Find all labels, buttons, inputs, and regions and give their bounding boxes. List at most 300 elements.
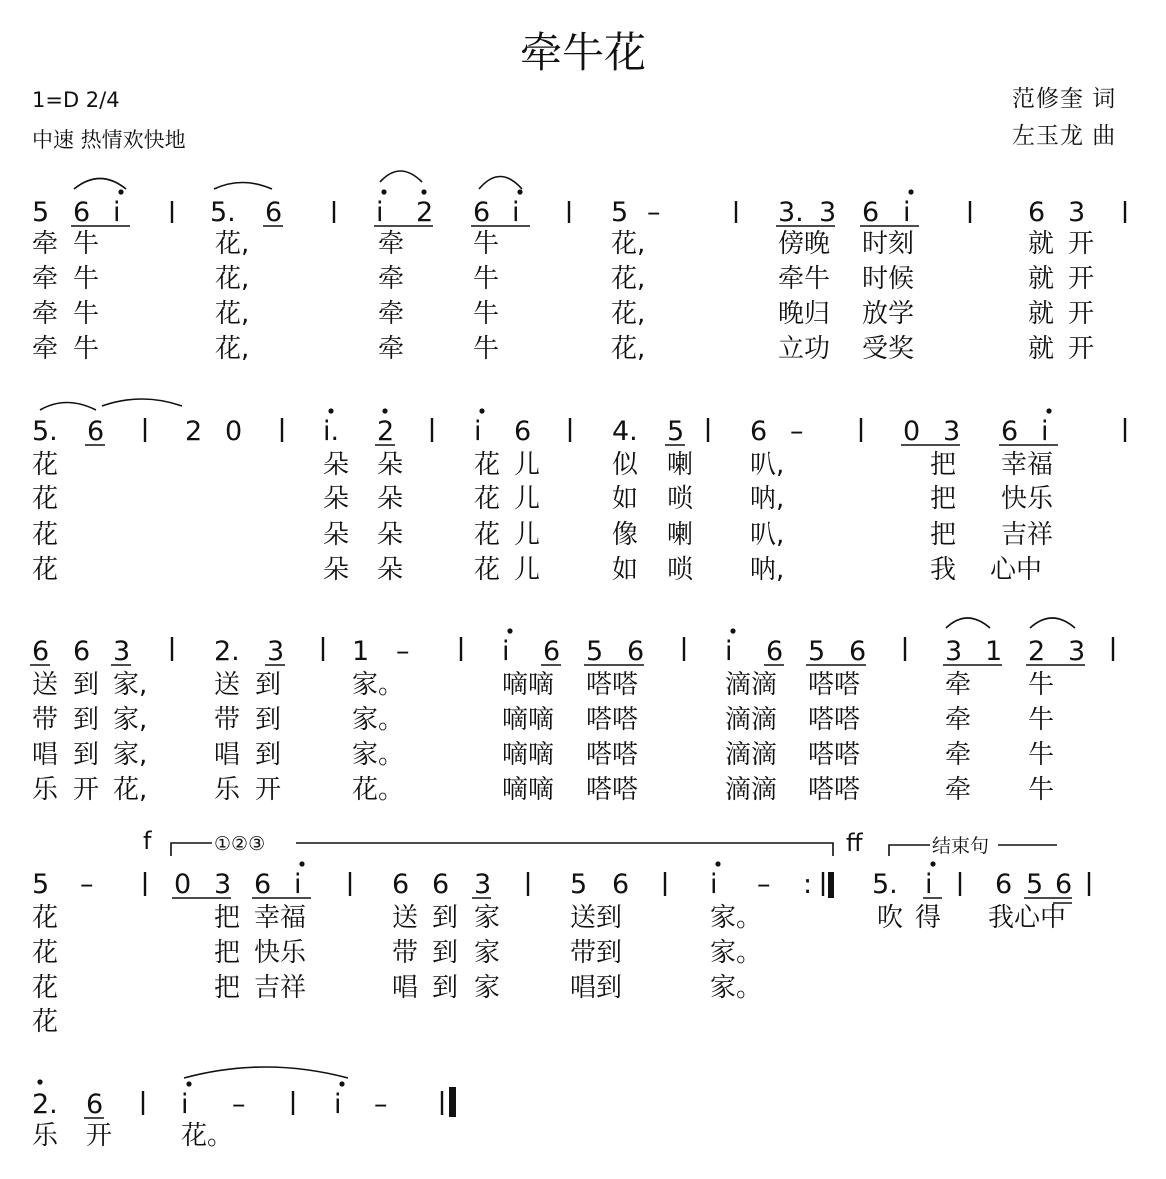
score-glyph: 花, [113,775,148,805]
octave-dots [37,1079,344,1086]
lyrics-verse-4 [32,1007,58,1037]
note: 5 [611,197,629,228]
score-glyph: 就 [1028,334,1055,364]
note: 3 [1068,636,1086,667]
score-glyph: 到 [255,670,282,700]
note: 3 [1068,197,1086,228]
note: 0 [225,416,243,447]
note: 5. [872,869,898,900]
score-mark [40,403,96,411]
note: 6 [612,869,630,900]
lyrics-verse-2 [32,938,762,968]
score-glyph: 叭, [750,520,785,550]
score-mark [214,183,272,190]
score-glyph: 嘀嘀 [502,705,555,735]
score-glyph: 牛 [473,299,500,329]
score-mark [339,1081,344,1086]
score-mark [184,1067,348,1078]
score-glyph: 受奖 [862,334,915,364]
score-glyph: 朵 [377,555,404,585]
note: i [925,869,933,900]
score-glyph: 把 [930,484,957,514]
score-glyph: 花 [474,520,501,550]
final-thick-bar [449,1087,456,1117]
slurs [946,618,1075,628]
score-mark [381,189,386,194]
note: 5 [32,869,50,900]
score-glyph: 就 [1028,264,1055,294]
score-glyph: 朵 [323,555,350,585]
score-glyph: 就 [1028,229,1055,259]
score-glyph: 花 [32,1007,59,1037]
note: 5 [570,869,588,900]
score-glyph: 开 [1068,334,1095,364]
score-glyph: 喇 [667,450,694,480]
score-glyph: 花 [32,484,59,514]
lyrics-verse-3 [32,973,762,1003]
song-title: 牵牛花 [519,28,646,77]
score-glyph: 牵 [945,775,972,805]
slurs [74,171,522,189]
dynamic-ff: ff [846,829,863,857]
note-dash: – [757,869,771,900]
note: i [181,1089,189,1120]
octave-dots [507,628,735,633]
score-glyph: 滴滴 [725,740,778,770]
note: 3. [778,197,804,228]
score-glyph: 唱到 [570,973,623,1003]
note: i [334,1089,342,1120]
notes-row-4 [32,869,1072,900]
score-glyph: 花, [611,334,646,364]
score-glyph: 唱 [214,740,241,770]
score-glyph: 带 [214,705,241,735]
slurs [40,399,182,410]
note: i [376,197,384,228]
composer-credit: 左玉龙 曲 [1012,123,1117,149]
note: 2 [377,416,395,447]
note: 6 [1055,869,1073,900]
score-glyph: 唢 [667,484,694,514]
score-glyph: 家。 [352,740,405,770]
score-glyph: 牵 [945,705,972,735]
score-glyph: 花, [215,264,250,294]
score-mark [715,861,720,866]
note: 0 [903,416,921,447]
note: 3 [945,636,963,667]
score-glyph: 开 [86,1121,113,1151]
score-glyph: 花, [215,299,250,329]
score-mark [37,1079,42,1084]
notes-row-2 [32,416,1049,447]
score-glyph: 朵 [323,450,350,480]
score-glyph: 乐 [32,1121,59,1151]
score-glyph: 牛 [1028,670,1055,700]
score-glyph: 呐, [750,484,785,514]
notes-row-3 [32,636,1085,667]
note: 6 [766,636,784,667]
score-glyph: 牵 [32,264,59,294]
note: 6 [862,197,880,228]
note: i. [323,416,340,447]
score-mark [908,189,913,194]
score-glyph: 嗒嗒 [808,775,861,805]
score-glyph: 嗒嗒 [586,740,639,770]
note: 6 [849,636,867,667]
score-glyph: 花。 [352,775,405,805]
score-glyph: 嘀嘀 [502,670,555,700]
note: 6 [1001,416,1019,447]
score-glyph: 快乐 [254,938,307,968]
score-glyph: 花 [32,938,59,968]
score-mark [118,189,123,194]
note: 5 [1026,869,1044,900]
score-mark [479,408,484,413]
score-glyph: 乐 [32,775,59,805]
note: 0 [174,869,192,900]
score-glyph: 如 [612,484,639,514]
score-glyph: 牛 [473,334,500,364]
score-glyph: 我 [930,555,957,585]
score-glyph: 儿 [514,484,541,514]
system-3 [30,618,1113,805]
note: 5 [808,636,826,667]
score-glyph: 花, [611,229,646,259]
score-glyph: 朵 [377,450,404,480]
note: 5 [32,197,50,228]
score-glyph: 立功 [778,334,831,364]
score-mark [517,189,522,194]
ending-label: 结束句 [932,835,990,857]
note: 6 [432,869,450,900]
notes-row-1 [32,197,1085,228]
score-mark [889,845,930,856]
note: 2. [32,1089,58,1120]
score-mark [1046,408,1051,413]
score-glyph: 花 [32,973,59,1003]
score-glyph: 幸福 [1001,450,1054,480]
lyrics-verse-4 [32,555,1042,585]
score-glyph: 叭, [750,450,785,480]
system-5 [32,1067,456,1151]
score-glyph: 牵 [32,299,59,329]
score-glyph: 牵 [945,670,972,700]
lyrics-verse-3 [32,740,1054,770]
score-glyph: 就 [1028,299,1055,329]
score-glyph: 花。 [181,1121,234,1151]
score-mark [328,408,333,413]
score-glyph: 带 [32,705,59,735]
score-glyph: 吉祥 [254,973,307,1003]
score-glyph: 牛 [73,334,100,364]
score-glyph: 家 [474,973,501,1003]
note: 6 [265,197,283,228]
score-glyph: 似 [612,450,639,480]
score-glyph: 牵 [32,334,59,364]
note: 5 [586,636,604,667]
score-glyph: 花, [611,264,646,294]
note-dash: – [232,1089,246,1120]
score-glyph: 牵 [378,299,405,329]
note: i [474,416,482,447]
score-glyph: 花 [474,450,501,480]
score-glyph: 朵 [323,520,350,550]
score-glyph: 送 [32,670,59,700]
score-glyph: 嗒嗒 [586,670,639,700]
score-mark [74,179,126,190]
note: 3 [267,636,285,667]
score-glyph: 到 [73,740,100,770]
note: 6 [543,636,561,667]
score-glyph: 唱 [392,973,419,1003]
score-glyph: 花, [215,334,250,364]
score-glyph: 开 [1068,299,1095,329]
note: i [512,197,520,228]
score-mark [930,861,935,866]
score-glyph: 家。 [710,973,763,1003]
score-glyph: 到 [432,973,459,1003]
score-glyph: 把 [214,938,241,968]
note: 2 [1028,636,1046,667]
score-glyph: 带 [392,938,419,968]
score-glyph: 花 [32,555,59,585]
score-glyph: 呐, [750,555,785,585]
note: i [294,869,302,900]
repeat-colon: : [803,869,813,900]
dynamic-f: f [143,827,152,855]
score-mark [507,628,512,633]
octave-dots [299,861,935,866]
note: 6 [392,869,410,900]
score-glyph: 到 [432,903,459,933]
score-glyph: 牛 [73,264,100,294]
score-glyph: 家, [113,670,148,700]
score-glyph: 牛 [1028,740,1055,770]
score-glyph: 心中 [990,555,1043,585]
note: 6 [750,416,768,447]
score-glyph: 花, [215,229,250,259]
score-glyph: 朵 [323,484,350,514]
score-glyph: 牛 [473,264,500,294]
score-glyph: 花 [474,555,501,585]
volta-numbers: ①②③ [214,833,266,855]
score-glyph: 乐 [214,775,241,805]
score-glyph: 儿 [514,555,541,585]
score-glyph: 开 [73,775,100,805]
score-glyph: 到 [73,670,100,700]
volta-markings [143,827,1057,857]
note: 3 [819,197,837,228]
score-glyph: 嘀嘀 [502,775,555,805]
score-glyph: 把 [930,520,957,550]
score-glyph: 花 [32,903,59,933]
score-glyph: 喇 [667,520,694,550]
score-glyph: 朵 [377,520,404,550]
repeat-end-thick-bar [828,872,834,898]
score-glyph: 牵 [32,229,59,259]
score-mark [479,177,522,190]
score-glyph: 牛 [1028,705,1055,735]
score-glyph: 花, [611,299,646,329]
score-glyph: 家 [474,903,501,933]
tempo-marking: 中速 热情欢快地 [32,128,186,152]
note-dash: – [374,1089,388,1120]
score-glyph: 嗒嗒 [808,670,861,700]
note: 1 [985,636,1003,667]
score-glyph: 幸福 [254,903,307,933]
score-glyph: 快乐 [1001,484,1054,514]
score-glyph: 得 [915,903,942,933]
score-glyph: 牛 [473,229,500,259]
score-glyph: 牵 [378,264,405,294]
note: 3 [474,869,492,900]
score-mark [380,171,422,182]
octave-dots [118,189,913,194]
note: i [710,869,718,900]
score-glyph: 家, [113,705,148,735]
score-glyph: 嗒嗒 [808,740,861,770]
lyrics-verse-2 [32,705,1054,735]
score-glyph: 儿 [514,520,541,550]
system-1 [32,171,1125,364]
score-glyph: 到 [73,705,100,735]
score-glyph: 滴滴 [725,775,778,805]
key-time-signature: 1=D 2/4 [32,88,120,112]
lyrics-verse-1 [32,229,1094,259]
score-glyph: 嗒嗒 [586,705,639,735]
score-mark [299,861,304,866]
note-dash: – [790,416,804,447]
score-glyph: 晚归 [778,299,831,329]
note: 6 [995,869,1013,900]
score-glyph: 唱 [32,740,59,770]
system-2 [32,399,1125,585]
note: 6 [87,416,105,447]
note-dash: – [80,869,94,900]
lyrics-verse-1 [32,670,1054,700]
note: i [1041,416,1049,447]
score-glyph: 嘀嘀 [502,740,555,770]
score-glyph: 滴滴 [725,705,778,735]
score-glyph: 滴滴 [725,670,778,700]
score-glyph: 家。 [352,670,405,700]
score-glyph: 家, [113,740,148,770]
score-mark [421,189,426,194]
octave-dots [328,408,1051,413]
system-4 [32,827,1089,1037]
score-glyph: 牵 [945,740,972,770]
lyrics-verse-2 [32,264,1094,294]
score-mark [946,618,990,628]
score-glyph: 花 [474,484,501,514]
score-glyph: 傍晚 [778,229,831,259]
score-glyph: 时刻 [862,229,915,259]
score-glyph: 到 [255,740,282,770]
score-glyph: 牛 [73,229,100,259]
score-glyph: 家 [474,938,501,968]
score-glyph: 吹 [877,903,904,933]
score-mark [186,1081,191,1086]
note: 4. [612,416,638,447]
lyrics-verse-3 [32,299,1094,329]
note: 2. [214,636,240,667]
score-mark [1030,618,1075,628]
note: 3 [943,416,961,447]
score-glyph: 带到 [570,938,623,968]
score-glyph: 把 [930,450,957,480]
score-glyph: 到 [255,705,282,735]
note: 6 [73,636,91,667]
score-glyph: 家。 [352,705,405,735]
lyrics-verse-1 [32,903,1066,933]
score-glyph: 牛 [73,299,100,329]
note: 3 [214,869,232,900]
score-glyph: 送 [214,670,241,700]
score-glyph: 把 [214,973,241,1003]
score-glyph: 家。 [710,903,763,933]
score-glyph: 开 [1068,264,1095,294]
note: 6 [1028,197,1046,228]
score-glyph: 牵牛 [778,264,831,294]
score-mark [296,843,833,856]
note: 2 [416,197,434,228]
score-glyph: 嗒嗒 [586,775,639,805]
note-dash: – [396,636,410,667]
score-glyph: 牵 [378,229,405,259]
score-glyph: 送 [392,903,419,933]
note: 6 [473,197,491,228]
note: i [113,197,121,228]
score-glyph: 家。 [710,938,763,968]
score-glyph: 放学 [862,299,915,329]
lyricist-credit: 范修奎 词 [1012,86,1117,112]
note: 3 [113,636,131,667]
lyrics-verse-1 [32,1121,233,1151]
note: i [903,197,911,228]
notes-row-5 [32,1089,388,1120]
score-glyph: 我心中 [988,903,1067,933]
score-glyph: 如 [612,555,639,585]
note: i [502,636,510,667]
note: 5. [210,197,236,228]
score-glyph: 送到 [570,903,623,933]
note: i [725,636,733,667]
score-glyph: 花 [32,450,59,480]
score-glyph: 像 [612,520,639,550]
score-mark [102,399,182,406]
score-glyph: 把 [214,903,241,933]
lyrics-verse-4 [32,334,1094,364]
score-glyph: 唢 [667,555,694,585]
lyrics-verse-4 [32,775,1054,805]
score-glyph: 开 [255,775,282,805]
note: 6 [514,416,532,447]
note: 6 [254,869,272,900]
lyrics-verse-1 [32,450,1053,480]
score-glyph: 花 [32,520,59,550]
score-glyph: 开 [1068,229,1095,259]
note: 6 [32,636,50,667]
score-glyph: 到 [432,938,459,968]
note: 2 [185,416,203,447]
note: 5. [32,416,58,447]
note: 1 [352,636,370,667]
score-glyph: 牵 [378,334,405,364]
score-glyph: 牛 [1028,775,1055,805]
score-glyph: 吉祥 [1001,520,1054,550]
note-dash: – [647,197,661,228]
score-glyph: 儿 [514,450,541,480]
